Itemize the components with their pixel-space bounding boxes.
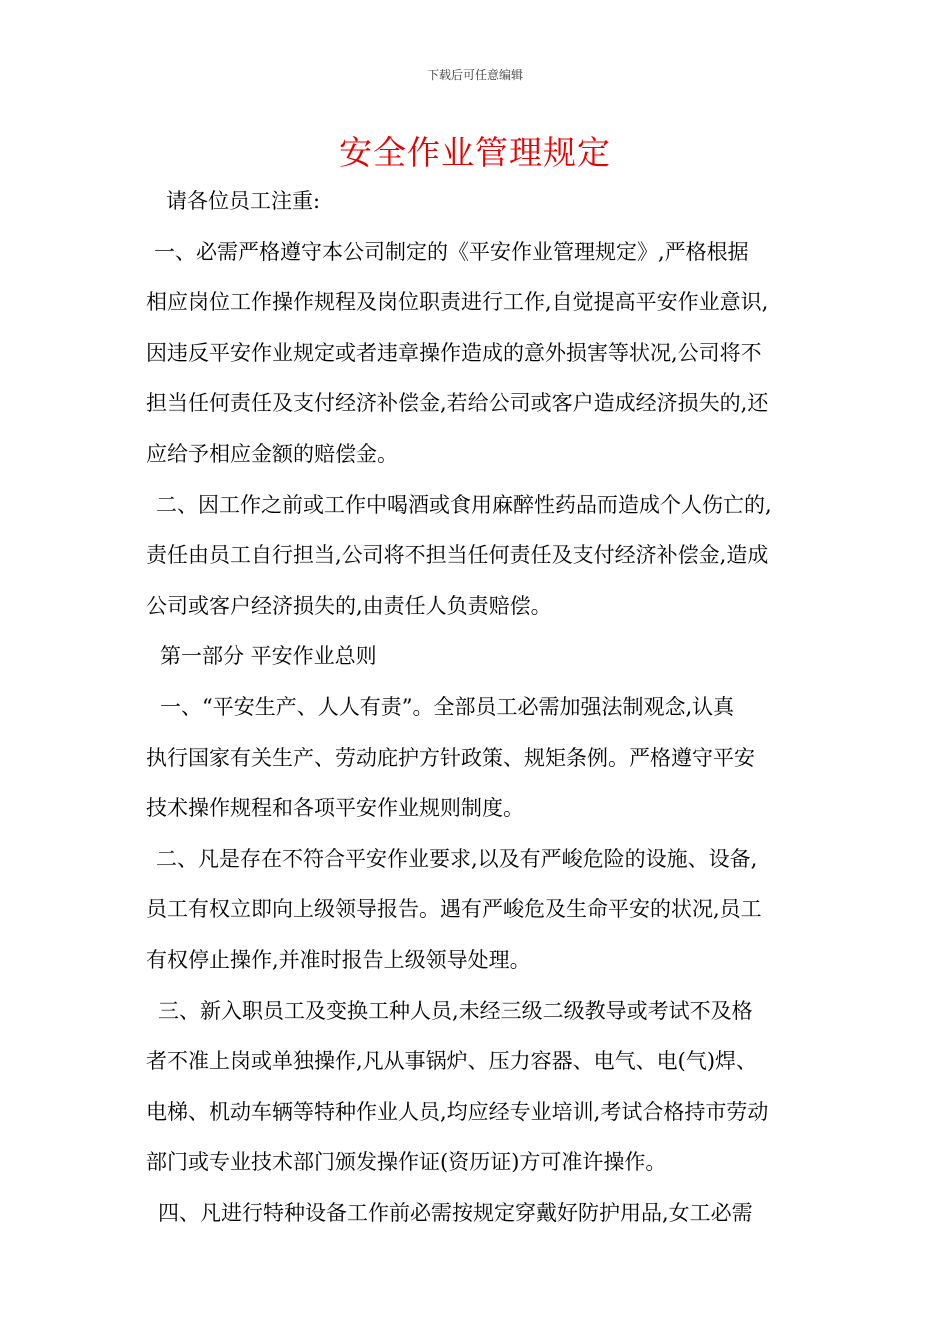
paragraph-line: 二、凡是存在不符合平安作业要求,以及有严峻危险的设施、设备, (156, 846, 758, 871)
paragraph-line: 公司或客户经济损失的,由责任人负责赔偿。 (146, 593, 552, 618)
paragraph-line: 技术操作规程和各项平安作业规则制度。 (146, 796, 524, 821)
paragraph-line: 三、新入职员工及变换工种人员,未经三级二级教导或考试不及格 (158, 998, 753, 1023)
paragraph-line: 一、必需严格遵守本公司制定的《平安作业管理规定》,严格根据 (154, 239, 749, 264)
paragraph-line: 因违反平安作业规定或者违章操作造成的意外损害等状况,公司将不 (146, 340, 762, 365)
paragraph-line: 部门或专业技术部门颁发操作证(资历证)方可准许操作。 (146, 1150, 667, 1175)
paragraph-line: 执行国家有关生产、劳动庇护方针政策、规矩条例。严格遵守平安 (146, 745, 755, 770)
paragraph-line: 责任由员工自行担当,公司将不担当任何责任及支付经济补偿金,造成 (146, 543, 769, 568)
paragraph-line: 者不准上岗或单独操作,凡从事锅炉、压力容器、电气、电(气)焊、 (146, 1049, 758, 1074)
paragraph-line: 担当任何责任及支付经济补偿金,若给公司或客户造成经济损失的,还 (146, 391, 769, 416)
paragraph-line: 二、因工作之前或工作中喝酒或食用麻醉性药品而造成个人伤亡的, (156, 492, 772, 517)
document-title: 安全作业管理规定 (339, 133, 611, 172)
document-body (146, 176, 808, 1238)
paragraph-line: 一、“平安生产、人人有责”。全部员工必需加强法制观念,认真 (160, 694, 735, 719)
header-note: 下载后可任意编辑 (426, 68, 523, 82)
section-heading: 第一部分 平安作业总则 (160, 644, 377, 669)
paragraph-line: 相应岗位工作操作规程及岗位职责进行工作,自觉提高平安作业意识, (146, 290, 769, 315)
paragraph-line: 员工有权立即向上级领导报告。遇有严峻危及生命平安的状况,员工 (146, 897, 762, 922)
paragraph-line: 电梯、机动车辆等特种作业人员,均应经专业培训,考试合格持市劳动 (146, 1099, 769, 1124)
paragraph-line: 四、凡进行特种设备工作前必需按规定穿戴好防护用品,女工必需 (158, 1200, 753, 1225)
paragraph-line: 请各位员工注重: (166, 189, 321, 213)
paragraph-line: 应给予相应金额的赔偿金。 (146, 441, 398, 466)
paragraph-line: 有权停止操作,并准时报告上级领导处理。 (146, 947, 531, 972)
